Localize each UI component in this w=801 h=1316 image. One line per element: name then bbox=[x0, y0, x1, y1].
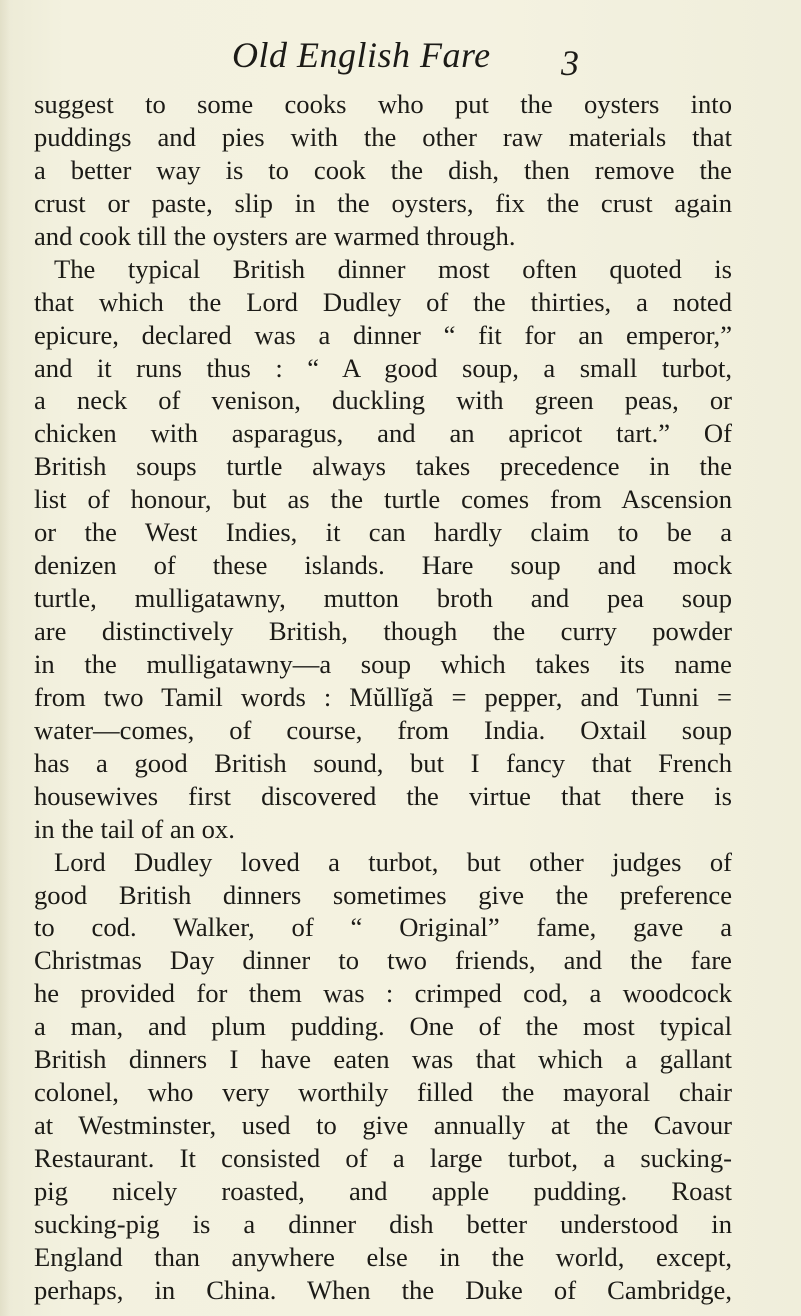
text-line: turtle, mulligatawny, mutton broth and pea soup bbox=[34, 583, 732, 614]
gutter-shadow bbox=[0, 0, 10, 1316]
text-line: a better way is to cook the dish, then remove the bbox=[34, 154, 732, 185]
text-line: crust or paste, slip in the oysters, fix the crust again bbox=[34, 187, 732, 218]
text-line: suggest to some cooks who put the oysters into bbox=[34, 89, 732, 119]
text-line: at Westminster, used to give annually at the Cavour bbox=[34, 1110, 732, 1141]
text-line: from two Tamil words : Mŭllĭgă = pepper, and Tunni = bbox=[34, 681, 732, 712]
text-line: denizen of these islands. Hare soup and mock bbox=[34, 550, 732, 581]
text-line: The typical British dinner most often quoted is bbox=[54, 253, 732, 284]
text-line: water—comes, of course, from India. Oxtail soup bbox=[34, 714, 732, 745]
text-line: Christmas Day dinner to two friends, and the fare bbox=[34, 945, 732, 976]
text-line: a neck of venison, duckling with green peas, or bbox=[34, 385, 732, 416]
text-line: Restaurant. It consisted of a large turbot, a sucking- bbox=[34, 1143, 732, 1173]
text-line: or the West Indies, it can hardly claim to be a bbox=[34, 517, 732, 548]
text-line: and cook till the oysters are warmed through. bbox=[34, 220, 516, 251]
body-text bbox=[34, 88, 732, 1307]
page-number: 3 bbox=[561, 43, 579, 83]
text-line: in the mulligatawny—a soup which takes its name bbox=[34, 648, 732, 679]
text-line: epicure, declared was a dinner “ fit for an emperor,” bbox=[34, 319, 732, 350]
text-line: in the tail of an ox. bbox=[34, 813, 235, 844]
text-line: colonel, who very worthily filled the mayoral chair bbox=[34, 1077, 732, 1108]
text-line: that which the Lord Dudley of the thirties, a noted bbox=[34, 286, 732, 317]
text-line: list of honour, but as the turtle comes from Ascension bbox=[34, 484, 732, 515]
text-line: puddings and pies with the other raw materials that bbox=[34, 121, 732, 152]
text-line: sucking-pig is a dinner dish better understood in bbox=[34, 1208, 732, 1239]
text-line: housewives first discovered the virtue that there is bbox=[34, 780, 732, 811]
running-title: Old English Fare bbox=[232, 35, 491, 75]
text-line: pig nicely roasted, and apple pudding. Roast bbox=[34, 1175, 732, 1206]
text-line: perhaps, in China. When the Duke of Cambridge, bbox=[34, 1274, 732, 1305]
page-header bbox=[0, 34, 801, 84]
text-line: and it runs thus : “ A good soup, a small turbot, bbox=[34, 352, 732, 383]
text-line: good British dinners sometimes give the preference bbox=[34, 879, 732, 910]
text-line: chicken with asparagus, and an apricot tart.” Of bbox=[34, 418, 732, 449]
text-line: a man, and plum pudding. One of the most typical bbox=[34, 1011, 732, 1042]
text-line: to cod. Walker, of “ Original” fame, gave a bbox=[34, 912, 732, 943]
text-line: has a good British sound, but I fancy that French bbox=[34, 747, 732, 778]
text-line: he provided for them was : crimped cod, a woodcock bbox=[34, 978, 732, 1009]
text-line: England than anywhere else in the world, except, bbox=[34, 1241, 732, 1272]
text-line: British dinners I have eaten was that which a gallant bbox=[34, 1044, 732, 1075]
text-line: British soups turtle always takes precedence in the bbox=[34, 451, 732, 482]
text-line: Lord Dudley loved a turbot, but other judges of bbox=[54, 846, 732, 877]
text-line: are distinctively British, though the curry powder bbox=[34, 616, 732, 646]
